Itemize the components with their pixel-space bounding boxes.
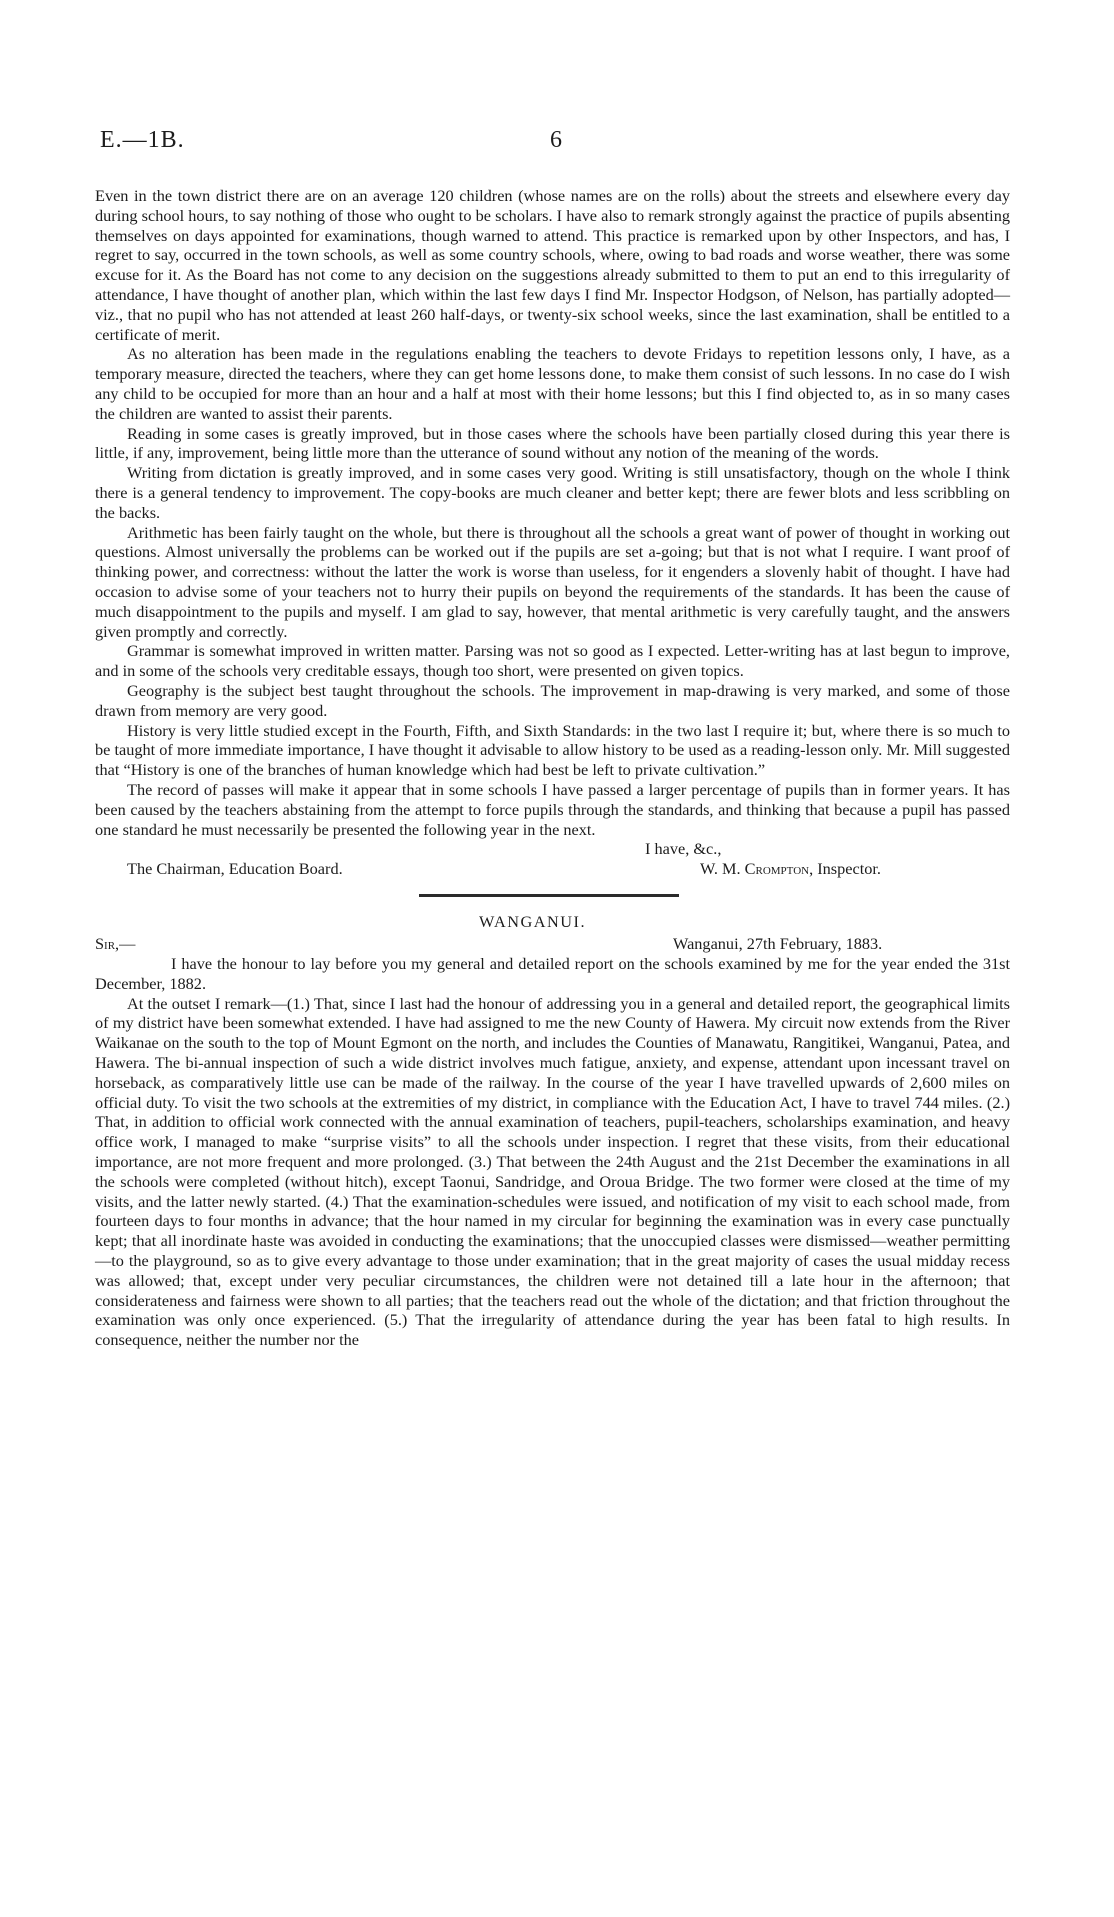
paragraph: As no alteration has been made in the regulations enabling the teachers to devote Fridays to repetition lessons only, I have, as a temporary measure, directed the teachers, where they can get home lessons done, to make them consist of such lessons. In no case do I wish any child to be occupied for more than an hour and a half at most with their home lessons; but this I find objected to, as in so many cases the children are wanted to assist their parents. [95,344,1010,423]
page-number: 6 [550,127,562,153]
signature [700,859,881,879]
salutation: Sir,— [95,934,136,954]
paragraph: At the outset I remark—(1.) That, since I last had the honour of addressing you in a general and detailed report, the geographical limits of my district have been somewhat extended. I have had assigned to me the new County of Hawera. My circuit now extends from the River Waikanae on the south to the top of Mount Egmont on the north, and includes the Counties of Manawatu, Rangitikei, Wanganui, Patea, and Hawera. The bi-annual inspection of such a wide district involves much fatigue, anxiety, and expense, attendant upon incessant travel on horseback, as comparatively little use can be made of the railway. In the course of the year I have travelled upwards of 2,600 miles on official duty. To visit the two schools at the extremities of my district, in compliance with the Education Act, I have to travel 744 miles. (2.) That, in addition to official work connected with the annual examination of teachers, pupil-teachers, scholarships examination, and heavy office work, I managed to make “surprise visits” to all the schools under inspection. I regret that these visits, from their educational importance, are not more frequent and more prolonged. (3.) That between the 24th August and the 21st December the examinations in all the schools were completed (without hitch), except Taonui, Sandridge, and Oroua Bridge. The two former were closed at the time of my visits, and the latter newly started. (4.) That the examination-schedules were issued, and notification of my visit to each school made, from fourteen days to four months in advance; that the hour named in my circular for beginning the examination was in every case punctually kept; that all inordinate haste was avoided in conducting the examinations; that the unoccupied classes were dismissed—weather permitting—to the playground, so as to give every advantage to those under examination; that in the great majority of cases the usual midday recess was allowed; that, except under very peculiar circumstances, the children were not detained till a late hour in the afternoon; that considerateness and fairness were shown to all parties; that the teachers read out the whole of the dictation; and that friction throughout the examination was only once experienced. (5.) That the irregularity of attendance during the year has been fatal to high results. In consequence, neither the number nor the [95,993,1010,1350]
document-body [95,186,1010,1350]
document-reference: E.—1B. [100,127,185,153]
section-title: WANGANUI. [478,912,587,932]
salutation-row [95,934,1010,954]
paragraph: Arithmetic has been fairly taught on the whole, but there is throughout all the schools a great want of power of thought in working out questions. Almost universally the problems can be worked out if the pupils are set a-going; but that is not what I require. I want proof of thinking power, and correctness: without the latter the work is worse than useless, for it engenders a slovenly habit of thought. I have had occasion to advise some of your teachers not to hurry their pupils on beyond the requirements of the standards. It has been the cause of much disappointment to the pupils and myself. I am glad to say, however, that mental arithmetic is very carefully taught, and the answers given promptly and correctly. [95,522,1010,641]
signature-initials: W. M. [700,859,741,879]
paragraph: The record of passes will make it appear that in some schools I have passed a larger percentage of pupils than in former years. It has been caused by the teachers abstaining from the attempt to force pupils through the standards, and thinking that because a pupil has passed one standard he must necessarily be presented the following year in the next. [95,779,1010,839]
paragraph: Even in the town district there are on an average 120 children (whose names are on the rolls) about the streets and elsewhere every day during school hours, to say nothing of those who ought to be scholars. I have also to remark strongly against the practice of pupils absenting themselves on days appointed for examinations, though warned to attend. This practice is remarked upon by other Inspectors, and has, I regret to say, occurred in the town schools, as well as some country schools, where, owing to bad roads and worse weather, there was some excuse for it. As the Board has not come to any decision on the suggestions already submitted to them to put an end to this irregularity of attendance, I have thought of another plan, which within the last few days I find Mr. Inspector Hodgson, of Nelson, has partially adopted—viz., that no pupil who has not attended at least 260 half-days, or twenty-six school weeks, since the last examination, shall be entitled to a certificate of merit. [95,186,1010,344]
paragraph: History is very little studied except in the Fourth, Fifth, and Sixth Standards: in the two last I require it; but, where there is so much to be taught of more immediate importance, I have thought it advisable to allow history to be used as a reading-lesson only. Mr. Mill suggested that “History is one of the branches of human knowledge which had best be left to private cultivation.” [95,720,1010,780]
dateline: Wanganui, 27th February, 1883. [673,934,883,954]
closing-row [95,839,1010,859]
section-divider [419,894,679,897]
letter-closing: I have, &c., [645,839,722,859]
addressee: The Chairman, Education Board. [127,859,343,879]
page-header [100,127,1000,157]
signature-row [95,859,1010,879]
paragraph: Writing from dictation is greatly improved, and in some cases very good. Writing is still unsatisfactory, though on the whole I think there is a general tendency to improvement. The copy-books are much cleaner and better kept; there are fewer blots and less scribbling on the backs. [95,463,1010,522]
paragraph: I have the honour to lay before you my general and detailed report on the schools examined by me for the year ended the 31st December, 1882. [95,954,1010,993]
paragraph: Geography is the subject best taught throughout the schools. The improvement in map-drawing is very marked, and some of those drawn from memory are very good. [95,680,1010,720]
paragraph: Grammar is somewhat improved in written matter. Parsing was not so good as I expected. Letter-writing has at last begun to improve, and in some of the schools very creditable essays, though too short, were presented on given topics. [95,641,1010,681]
signature-title: , Inspector. [809,859,881,879]
paragraph: Reading in some cases is greatly improved, but in those cases where the schools have been partially closed during this year there is little, if any, improvement, being little more than the utterance of sound without any notion of the meaning of the words. [95,423,1010,463]
signature-surname: Crompton [744,859,810,879]
